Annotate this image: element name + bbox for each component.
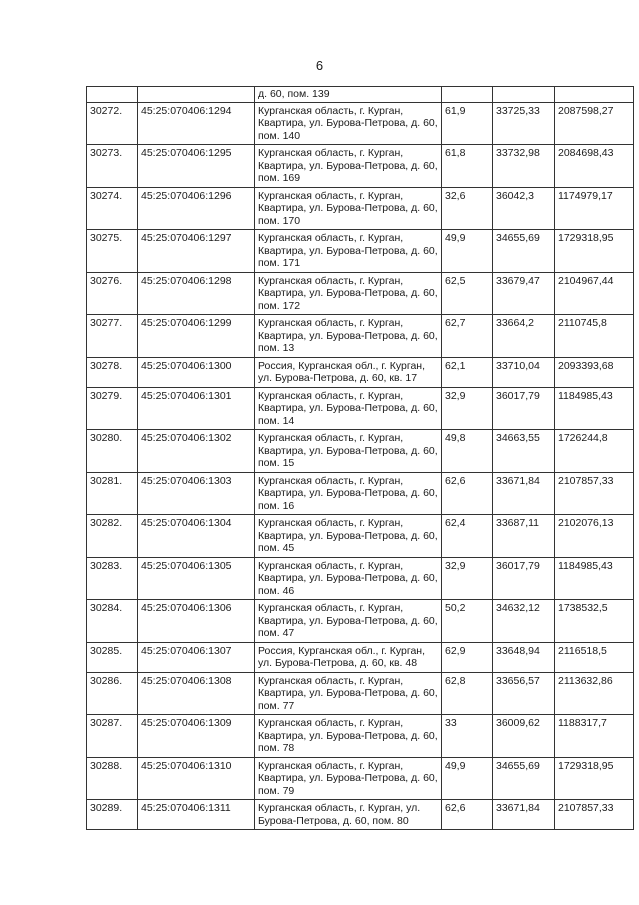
- table-row: [87, 557, 634, 600]
- cell-cadastral: 45:25:070406:1294: [138, 102, 255, 145]
- cell-cadastral: 45:25:070406:1297: [138, 230, 255, 273]
- cell-number: 30276.: [87, 272, 138, 315]
- table-row: [87, 272, 634, 315]
- cell-price: 34632,12: [493, 600, 555, 643]
- cell-address: Россия, Курганская обл., г. Курган, ул. Бурова-Петрова, д. 60, кв. 17: [255, 357, 442, 387]
- table-row: [87, 715, 634, 758]
- cell-cadastral: 45:25:070406:1308: [138, 672, 255, 715]
- cell-number: 30279.: [87, 387, 138, 430]
- cell-address: Курганская область, г. Курган, Квартира, ул. Бурова-Петрова, д. 60, пом. 45: [255, 515, 442, 558]
- table-row: [87, 315, 634, 358]
- cell-number: 30272.: [87, 102, 138, 145]
- cell-cadastral: 45:25:070406:1301: [138, 387, 255, 430]
- cell-area: 62,6: [442, 472, 493, 515]
- cell-address: Курганская область, г. Курган, ул. Бурова-Петрова, д. 60, пом. 80: [255, 800, 442, 830]
- page-number: 6: [315, 58, 324, 73]
- cell-value: 2116518,5: [555, 642, 634, 672]
- cell-number: 30283.: [87, 557, 138, 600]
- cell-area: 49,8: [442, 430, 493, 473]
- cell-cadastral: 45:25:070406:1310: [138, 757, 255, 800]
- cell-value: 2093393,68: [555, 357, 634, 387]
- cell-area: 62,4: [442, 515, 493, 558]
- cell-price: 33648,94: [493, 642, 555, 672]
- cell-price: 36042,3: [493, 187, 555, 230]
- cell-address: Курганская область, г. Курган, Квартира, ул. Бурова-Петрова, д. 60, пом. 170: [255, 187, 442, 230]
- cell-number: 30285.: [87, 642, 138, 672]
- cell-price: 33710,04: [493, 357, 555, 387]
- cell-address: Курганская область, г. Курган, Квартира, ул. Бурова-Петрова, д. 60, пом. 169: [255, 145, 442, 188]
- cell-number: 30280.: [87, 430, 138, 473]
- table-row: [87, 187, 634, 230]
- cell-area: 50,2: [442, 600, 493, 643]
- cell-area: 32,6: [442, 187, 493, 230]
- table-row: [87, 672, 634, 715]
- cell-area: 62,1: [442, 357, 493, 387]
- table-row: [87, 230, 634, 273]
- cell-cadastral: 45:25:070406:1307: [138, 642, 255, 672]
- cell-cadastral: 45:25:070406:1295: [138, 145, 255, 188]
- cell-number: 30288.: [87, 757, 138, 800]
- table-row: [87, 145, 634, 188]
- cell-area: 62,8: [442, 672, 493, 715]
- cell-area: 32,9: [442, 387, 493, 430]
- cell-address: Курганская область, г. Курган, Квартира, ул. Бурова-Петрова, д. 60, пом. 140: [255, 102, 442, 145]
- cell-number: 30273.: [87, 145, 138, 188]
- cell-value: 2102076,13: [555, 515, 634, 558]
- table-row: [87, 800, 634, 830]
- cell-price: 33671,84: [493, 472, 555, 515]
- table-row: [87, 430, 634, 473]
- cell-address: Россия, Курганская обл., г. Курган, ул. Бурова-Петрова, д. 60, кв. 48: [255, 642, 442, 672]
- cell-value: 2107857,33: [555, 800, 634, 830]
- cell-price: 34655,69: [493, 230, 555, 273]
- cell-address: Курганская область, г. Курган, Квартира, ул. Бурова-Петрова, д. 60, пом. 77: [255, 672, 442, 715]
- cell-value: 1184985,43: [555, 557, 634, 600]
- cell-price: 36017,79: [493, 557, 555, 600]
- cell-value: 1738532,5: [555, 600, 634, 643]
- cell-value: 1188317,7: [555, 715, 634, 758]
- cell-cadastral: 45:25:070406:1302: [138, 430, 255, 473]
- table-row: [87, 642, 634, 672]
- cell-cadastral: 45:25:070406:1304: [138, 515, 255, 558]
- cell-cadastral: 45:25:070406:1298: [138, 272, 255, 315]
- cell-value: 2087598,27: [555, 102, 634, 145]
- cell-area: 61,9: [442, 102, 493, 145]
- cell-number: 30281.: [87, 472, 138, 515]
- cell-cadastral: 45:25:070406:1311: [138, 800, 255, 830]
- cell-value: 2107857,33: [555, 472, 634, 515]
- cell-value: 1184985,43: [555, 387, 634, 430]
- cell-price: 33732,98: [493, 145, 555, 188]
- cell-price: [493, 87, 555, 103]
- property-table: [86, 86, 634, 830]
- cell-value: 1726244,8: [555, 430, 634, 473]
- cell-cadastral: 45:25:070406:1305: [138, 557, 255, 600]
- cell-area: 33: [442, 715, 493, 758]
- cell-number: 30284.: [87, 600, 138, 643]
- cell-cadastral: 45:25:070406:1303: [138, 472, 255, 515]
- cell-price: 33687,11: [493, 515, 555, 558]
- cell-cadastral: 45:25:070406:1309: [138, 715, 255, 758]
- cell-value: [555, 87, 634, 103]
- cell-price: 33671,84: [493, 800, 555, 830]
- table-row: [87, 515, 634, 558]
- cell-area: [442, 87, 493, 103]
- cell-price: 33664,2: [493, 315, 555, 358]
- table-row: [87, 387, 634, 430]
- cell-area: 49,9: [442, 757, 493, 800]
- property-table-body: [87, 87, 634, 830]
- cell-address: Курганская область, г. Курган, Квартира, ул. Бурова-Петрова, д. 60, пом. 79: [255, 757, 442, 800]
- cell-number: 30289.: [87, 800, 138, 830]
- cell-area: 62,7: [442, 315, 493, 358]
- cell-value: 1729318,95: [555, 230, 634, 273]
- cell-address: Курганская область, г. Курган, Квартира, ул. Бурова-Петрова, д. 60, пом. 171: [255, 230, 442, 273]
- table-row: [87, 600, 634, 643]
- cell-number: 30278.: [87, 357, 138, 387]
- cell-price: 33679,47: [493, 272, 555, 315]
- cell-number: 30286.: [87, 672, 138, 715]
- table-row-continued: [87, 87, 634, 103]
- cell-number: 30287.: [87, 715, 138, 758]
- cell-price: 34655,69: [493, 757, 555, 800]
- cell-address: Курганская область, г. Курган, Квартира, ул. Бурова-Петрова, д. 60, пом. 78: [255, 715, 442, 758]
- cell-address: Курганская область, г. Курган, Квартира, ул. Бурова-Петрова, д. 60, пом. 13: [255, 315, 442, 358]
- cell-number: 30282.: [87, 515, 138, 558]
- cell-area: 49,9: [442, 230, 493, 273]
- table-row: [87, 102, 634, 145]
- cell-address: Курганская область, г. Курган, Квартира, ул. Бурова-Петрова, д. 60, пом. 14: [255, 387, 442, 430]
- cell-value: 1174979,17: [555, 187, 634, 230]
- cell-value: 2110745,8: [555, 315, 634, 358]
- cell-value: 2104967,44: [555, 272, 634, 315]
- cell-address: Курганская область, г. Курган, Квартира, ул. Бурова-Петрова, д. 60, пом. 16: [255, 472, 442, 515]
- cell-cadastral: 45:25:070406:1299: [138, 315, 255, 358]
- table-row: [87, 357, 634, 387]
- cell-area: 32,9: [442, 557, 493, 600]
- cell-area: 62,6: [442, 800, 493, 830]
- cell-price: 36009,62: [493, 715, 555, 758]
- cell-cadastral: [138, 87, 255, 103]
- cell-price: 33656,57: [493, 672, 555, 715]
- cell-price: 34663,55: [493, 430, 555, 473]
- cell-cadastral: 45:25:070406:1300: [138, 357, 255, 387]
- cell-address: д. 60, пом. 139: [255, 87, 442, 103]
- cell-value: 2084698,43: [555, 145, 634, 188]
- cell-number: 30277.: [87, 315, 138, 358]
- cell-number: 30274.: [87, 187, 138, 230]
- cell-cadastral: 45:25:070406:1306: [138, 600, 255, 643]
- table-row: [87, 472, 634, 515]
- cell-area: 62,9: [442, 642, 493, 672]
- cell-area: 62,5: [442, 272, 493, 315]
- cell-address: Курганская область, г. Курган, Квартира, ул. Бурова-Петрова, д. 60, пом. 46: [255, 557, 442, 600]
- cell-number: [87, 87, 138, 103]
- cell-address: Курганская область, г. Курган, Квартира, ул. Бурова-Петрова, д. 60, пом. 15: [255, 430, 442, 473]
- cell-address: Курганская область, г. Курган, Квартира, ул. Бурова-Петрова, д. 60, пом. 172: [255, 272, 442, 315]
- cell-area: 61,8: [442, 145, 493, 188]
- cell-value: 2113632,86: [555, 672, 634, 715]
- cell-price: 36017,79: [493, 387, 555, 430]
- cell-cadastral: 45:25:070406:1296: [138, 187, 255, 230]
- cell-number: 30275.: [87, 230, 138, 273]
- table-row: [87, 757, 634, 800]
- cell-value: 1729318,95: [555, 757, 634, 800]
- cell-price: 33725,33: [493, 102, 555, 145]
- cell-address: Курганская область, г. Курган, Квартира, ул. Бурова-Петрова, д. 60, пом. 47: [255, 600, 442, 643]
